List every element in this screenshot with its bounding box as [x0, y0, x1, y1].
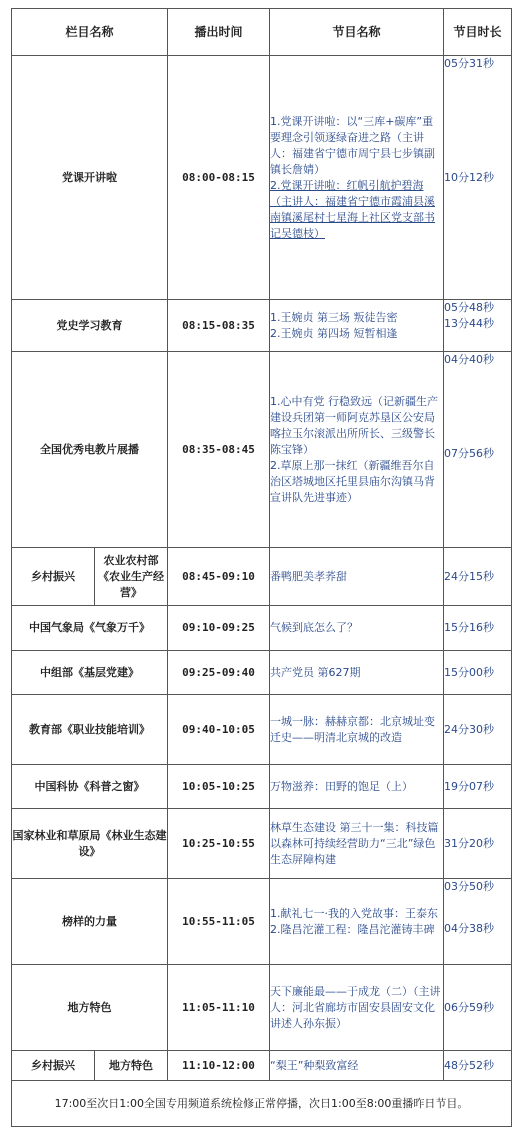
column-cell: 中国科协《科普之窗》: [12, 765, 168, 809]
table-row: [12, 300, 512, 352]
table-row: [12, 352, 512, 548]
time-cell: 08:45-09:10: [168, 548, 270, 606]
header-program-name: 节目名称: [270, 9, 444, 56]
duration-line: 24分30秒: [444, 722, 495, 736]
duration-line: 10分12秒: [444, 171, 495, 184]
program-line: 共产党员 第627期: [270, 665, 361, 679]
program-cell: [270, 1051, 444, 1081]
column-cell: 教育部《职业技能培训》: [12, 695, 168, 765]
program-line: 1.王婉贞 第三场 叛徒告密: [270, 310, 398, 324]
program-line: 一城一脉：赫赫京都：北京城址变迁史——明清北京城的改造: [270, 714, 436, 744]
program-line: 2.草原上那一抹红（新疆维吾尔自治区塔城地区托里县庙尔沟镇马背宣讲队先进事迹）: [270, 458, 436, 504]
duration-cell: [444, 809, 512, 879]
program-line: 2.王婉贞 第四场 短暂相逢: [270, 326, 398, 340]
table-row: [12, 606, 512, 651]
program-cell: [270, 809, 444, 879]
duration-line: 15分00秒: [444, 665, 495, 679]
header-air-time: 播出时间: [168, 9, 270, 56]
program-line: 1.心中有党 行稳致远（记新疆生产建设兵团第一师阿克苏垦区公安局喀拉玉尔滚派出所所长、三级警长陈宝锋）: [270, 394, 439, 456]
time-cell: 09:25-09:40: [168, 651, 270, 695]
time-cell: 08:15-08:35: [168, 300, 270, 352]
duration-line: 04分38秒: [444, 922, 495, 935]
column-cell: 榜样的力量: [12, 879, 168, 965]
column-cell: 地方特色: [12, 965, 168, 1051]
duration-cell: [444, 1051, 512, 1081]
column-cell: 党史学习教育: [12, 300, 168, 352]
duration-cell: [444, 300, 512, 352]
time-cell: 09:10-09:25: [168, 606, 270, 651]
duration-line: 06分59秒: [444, 1000, 495, 1014]
program-line: 2.党课开讲啦：红帆引航护碧海（主讲人：福建省宁德市霞浦县溪南镇溪尾村七星海上社区党支部书记吴德枝）: [270, 178, 436, 240]
header-column-name: 栏目名称: [12, 9, 168, 56]
time-cell: 11:05-11:10: [168, 965, 270, 1051]
footer-note: 17:00至次日1:00全国专用频道系统检修正常停播，次日1:00至8:00重播昨日节目。: [12, 1081, 512, 1127]
table-row: [12, 879, 512, 965]
program-line: 番鸭肥美孝荞甜: [270, 569, 348, 583]
footer-row: [12, 1081, 512, 1127]
table-row: [12, 651, 512, 695]
column-cell: 中组部《基层党建》: [12, 651, 168, 695]
column-cell: 全国优秀电教片展播: [12, 352, 168, 548]
time-cell: 10:55-11:05: [168, 879, 270, 965]
program-cell: [270, 695, 444, 765]
table-row: [12, 56, 512, 300]
table-row: [12, 965, 512, 1051]
duration-cell: [444, 606, 512, 651]
duration-cell: [444, 879, 512, 965]
program-cell: [270, 879, 444, 965]
table-row: [12, 809, 512, 879]
column-cell-right: 农业农村部《农业生产经营》: [95, 548, 168, 606]
program-line: 2.隆昌沱灌工程：隆昌沱灌铸丰碑: [270, 922, 435, 936]
table-row: [12, 1051, 512, 1081]
time-cell: 09:40-10:05: [168, 695, 270, 765]
duration-line: 04分40秒: [444, 353, 495, 366]
program-line: 气候到底怎么了？: [270, 621, 359, 634]
column-cell-right: 地方特色: [95, 1051, 168, 1081]
header-duration: 节目时长: [444, 9, 512, 56]
duration-line: 05分31秒: [444, 57, 495, 70]
duration-line: 31分20秒: [444, 836, 495, 850]
table-row: [12, 548, 512, 606]
duration-line: 05分48秒: [444, 301, 495, 314]
time-cell: 08:35-08:45: [168, 352, 270, 548]
header-row: [12, 9, 512, 56]
program-cell: [270, 300, 444, 352]
program-cell: [270, 352, 444, 548]
duration-cell: [444, 765, 512, 809]
program-line: 林草生态建设 第三十一集：科技篇 以森林可持续经营助力“三北”绿色生态屏障构建: [270, 820, 439, 866]
time-cell: 10:05-10:25: [168, 765, 270, 809]
program-line: 万物滋养：田野的饱足（上）: [270, 779, 414, 793]
program-cell: [270, 965, 444, 1051]
program-cell: [270, 606, 444, 651]
program-cell: [270, 651, 444, 695]
program-cell: [270, 56, 444, 300]
program-line: 天下廉能最——于成龙（二）（主讲人：河北省廊坊市固安县固安文化讲述人孙东振）: [270, 984, 441, 1030]
program-line: 1.党课开讲啦：以“三库+碳库”重要理念引领逐绿奋进之路（主讲人：福建省宁德市周宁县七步镇副镇长詹婧）: [270, 114, 436, 176]
program-cell: [270, 765, 444, 809]
table-row: [12, 695, 512, 765]
duration-cell: [444, 56, 512, 300]
duration-cell: [444, 651, 512, 695]
duration-line: 24分15秒: [444, 569, 495, 583]
time-cell: 10:25-10:55: [168, 809, 270, 879]
duration-line: 13分44秒: [444, 317, 495, 330]
duration-line: 48分52秒: [444, 1058, 495, 1072]
duration-line: 19分07秒: [444, 779, 495, 793]
column-cell: 党课开讲啦: [12, 56, 168, 300]
program-cell: [270, 548, 444, 606]
duration-line: 03分50秒: [444, 880, 495, 893]
duration-cell: [444, 965, 512, 1051]
duration-cell: [444, 352, 512, 548]
column-cell-left: 乡村振兴: [12, 1051, 95, 1081]
duration-cell: [444, 548, 512, 606]
column-cell: 国家林业和草原局《林业生态建设》: [12, 809, 168, 879]
column-cell-left: 乡村振兴: [12, 548, 95, 606]
program-line: “梨王”种梨致富经: [270, 1058, 359, 1072]
schedule-table: [11, 8, 512, 1127]
duration-cell: [444, 695, 512, 765]
table-row: [12, 765, 512, 809]
time-cell: 08:00-08:15: [168, 56, 270, 300]
column-cell: 中国气象局《气象万千》: [12, 606, 168, 651]
duration-line: 07分56秒: [444, 447, 495, 460]
time-cell: 11:10-12:00: [168, 1051, 270, 1081]
program-line: 1.献礼七一·我的入党故事：王泰东: [270, 906, 439, 920]
duration-line: 15分16秒: [444, 621, 495, 634]
